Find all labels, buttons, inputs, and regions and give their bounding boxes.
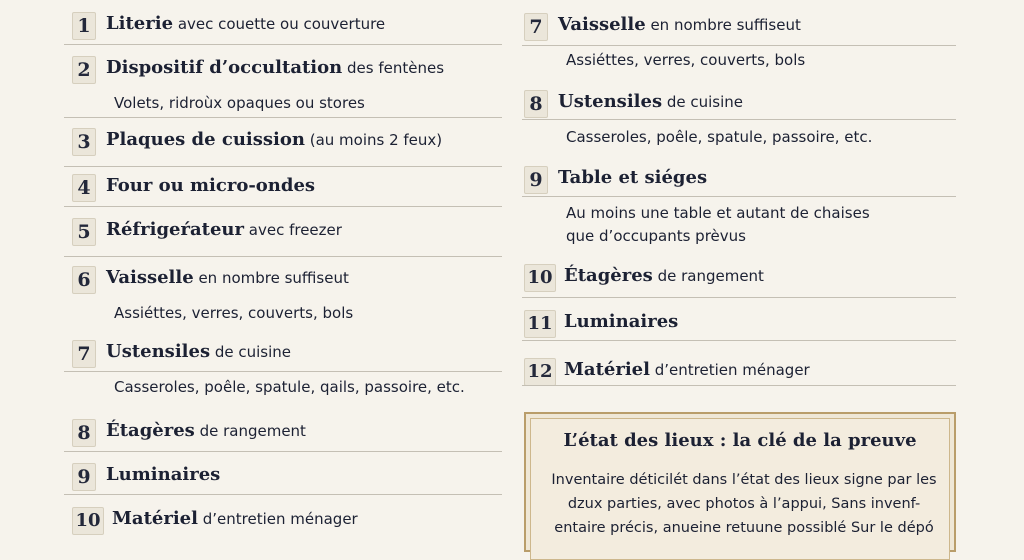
item-number: 2 bbox=[72, 56, 96, 84]
item-number: 8 bbox=[72, 419, 96, 447]
item-description-line: que d’occupants prèvus bbox=[566, 227, 746, 245]
item-note: avec couette ou couverture bbox=[173, 15, 386, 33]
item-number: 10 bbox=[72, 507, 104, 535]
item-number: 12 bbox=[524, 358, 556, 386]
item-note: des fentènes bbox=[342, 59, 445, 77]
item-note: en nombre suffiseut bbox=[193, 269, 349, 287]
item-description-line: Au moins une table et autant de chaises bbox=[566, 204, 870, 222]
item-title: Étagères bbox=[564, 265, 653, 286]
item-description bbox=[114, 302, 353, 325]
item-title: Table et siéges bbox=[558, 167, 708, 188]
item-title: Luminaires bbox=[564, 311, 679, 332]
item-title-line bbox=[558, 91, 743, 112]
item-description bbox=[566, 126, 872, 149]
item-title: Literie bbox=[106, 13, 174, 34]
item-title: Matériel bbox=[564, 359, 650, 380]
item-note: de rangement bbox=[194, 422, 306, 440]
divider bbox=[522, 45, 956, 46]
item-title: Plaques de cuission bbox=[106, 129, 305, 150]
item-title-line bbox=[558, 167, 707, 188]
item-description-line: Casseroles, poêle, spatule, passoire, etc. bbox=[566, 128, 873, 146]
divider bbox=[522, 340, 956, 341]
item-title: Matériel bbox=[112, 508, 198, 529]
item-description-line: Casseroles, poêle, spatule, qails, passoire, etc. bbox=[114, 378, 465, 396]
item-number: 10 bbox=[524, 264, 556, 292]
item-number: 8 bbox=[524, 90, 548, 118]
divider bbox=[64, 494, 502, 495]
item-title-line bbox=[112, 508, 358, 529]
item-title-line bbox=[564, 311, 678, 332]
divider bbox=[64, 256, 502, 257]
item-number: 9 bbox=[524, 166, 548, 194]
callout-text bbox=[544, 468, 944, 540]
divider bbox=[522, 297, 956, 298]
callout-line: dzux parties, avec photos à l’appui, Sans invenf- bbox=[567, 496, 921, 512]
item-title: Dispositif d’occultation bbox=[106, 57, 343, 78]
item-description-line: Assiéttes, verres, couverts, bols bbox=[566, 51, 806, 69]
item-title-line bbox=[106, 341, 291, 362]
item-title-line bbox=[564, 265, 764, 286]
item-title: Vaisselle bbox=[558, 14, 646, 35]
divider bbox=[64, 206, 502, 207]
item-title-line bbox=[106, 175, 315, 196]
divider bbox=[64, 44, 502, 45]
callout-title: L’état des lieux : la clé de la preuve bbox=[563, 430, 917, 451]
item-title: Four ou micro-ondes bbox=[106, 175, 316, 196]
item-number: 9 bbox=[72, 463, 96, 491]
item-description bbox=[566, 202, 870, 248]
item-note: (au moins 2 feux) bbox=[304, 131, 443, 149]
item-note: en nombre suffiseut bbox=[645, 16, 801, 34]
item-title-line bbox=[558, 14, 801, 35]
item-note: de cuisine bbox=[210, 343, 292, 361]
callout-line: Inventaire déticilét dans l’état des lieux signe par les bbox=[551, 472, 937, 488]
item-title: Ustensiles bbox=[558, 91, 663, 112]
item-number: 7 bbox=[72, 340, 96, 368]
divider bbox=[64, 166, 502, 167]
item-title-line bbox=[106, 267, 349, 288]
item-title-line bbox=[106, 464, 220, 485]
item-note: d’entretien ménager bbox=[197, 510, 358, 528]
item-title: Vaisselle bbox=[106, 267, 194, 288]
divider bbox=[64, 371, 502, 372]
item-title: Réfrigeŕateur bbox=[106, 219, 244, 240]
item-description-line: Assiéttes, verres, couverts, bols bbox=[114, 304, 354, 322]
item-number: 1 bbox=[72, 12, 96, 40]
item-number: 4 bbox=[72, 174, 96, 202]
item-title-line bbox=[106, 420, 306, 441]
divider bbox=[64, 117, 502, 118]
callout-box bbox=[524, 412, 956, 552]
divider bbox=[522, 385, 956, 386]
item-title: Luminaires bbox=[106, 464, 221, 485]
item-title: Étagères bbox=[106, 420, 195, 441]
item-title-line bbox=[564, 359, 810, 380]
item-title-line bbox=[106, 13, 385, 34]
item-number: 11 bbox=[524, 310, 556, 338]
callout-line: entaire précis, anueine retuune possiblé Sur le dépó bbox=[554, 520, 934, 536]
item-title-line bbox=[106, 57, 444, 78]
item-note: avec freezer bbox=[244, 221, 342, 239]
divider bbox=[522, 196, 956, 197]
item-number: 7 bbox=[524, 13, 548, 41]
item-description bbox=[114, 92, 365, 115]
item-number: 5 bbox=[72, 218, 96, 246]
item-note: de cuisine bbox=[662, 93, 744, 111]
item-title-line bbox=[106, 219, 342, 240]
divider bbox=[522, 119, 956, 120]
item-note: de rangement bbox=[652, 267, 764, 285]
item-description bbox=[566, 49, 805, 72]
item-description-line: Volets, ridroùx opaques ou stores bbox=[114, 94, 365, 112]
item-note: d’entretien ménager bbox=[649, 361, 810, 379]
item-number: 6 bbox=[72, 266, 96, 294]
divider bbox=[64, 451, 502, 452]
item-title: Ustensiles bbox=[106, 341, 211, 362]
item-number: 3 bbox=[72, 128, 96, 156]
item-title-line bbox=[106, 129, 442, 150]
item-description bbox=[114, 376, 465, 399]
